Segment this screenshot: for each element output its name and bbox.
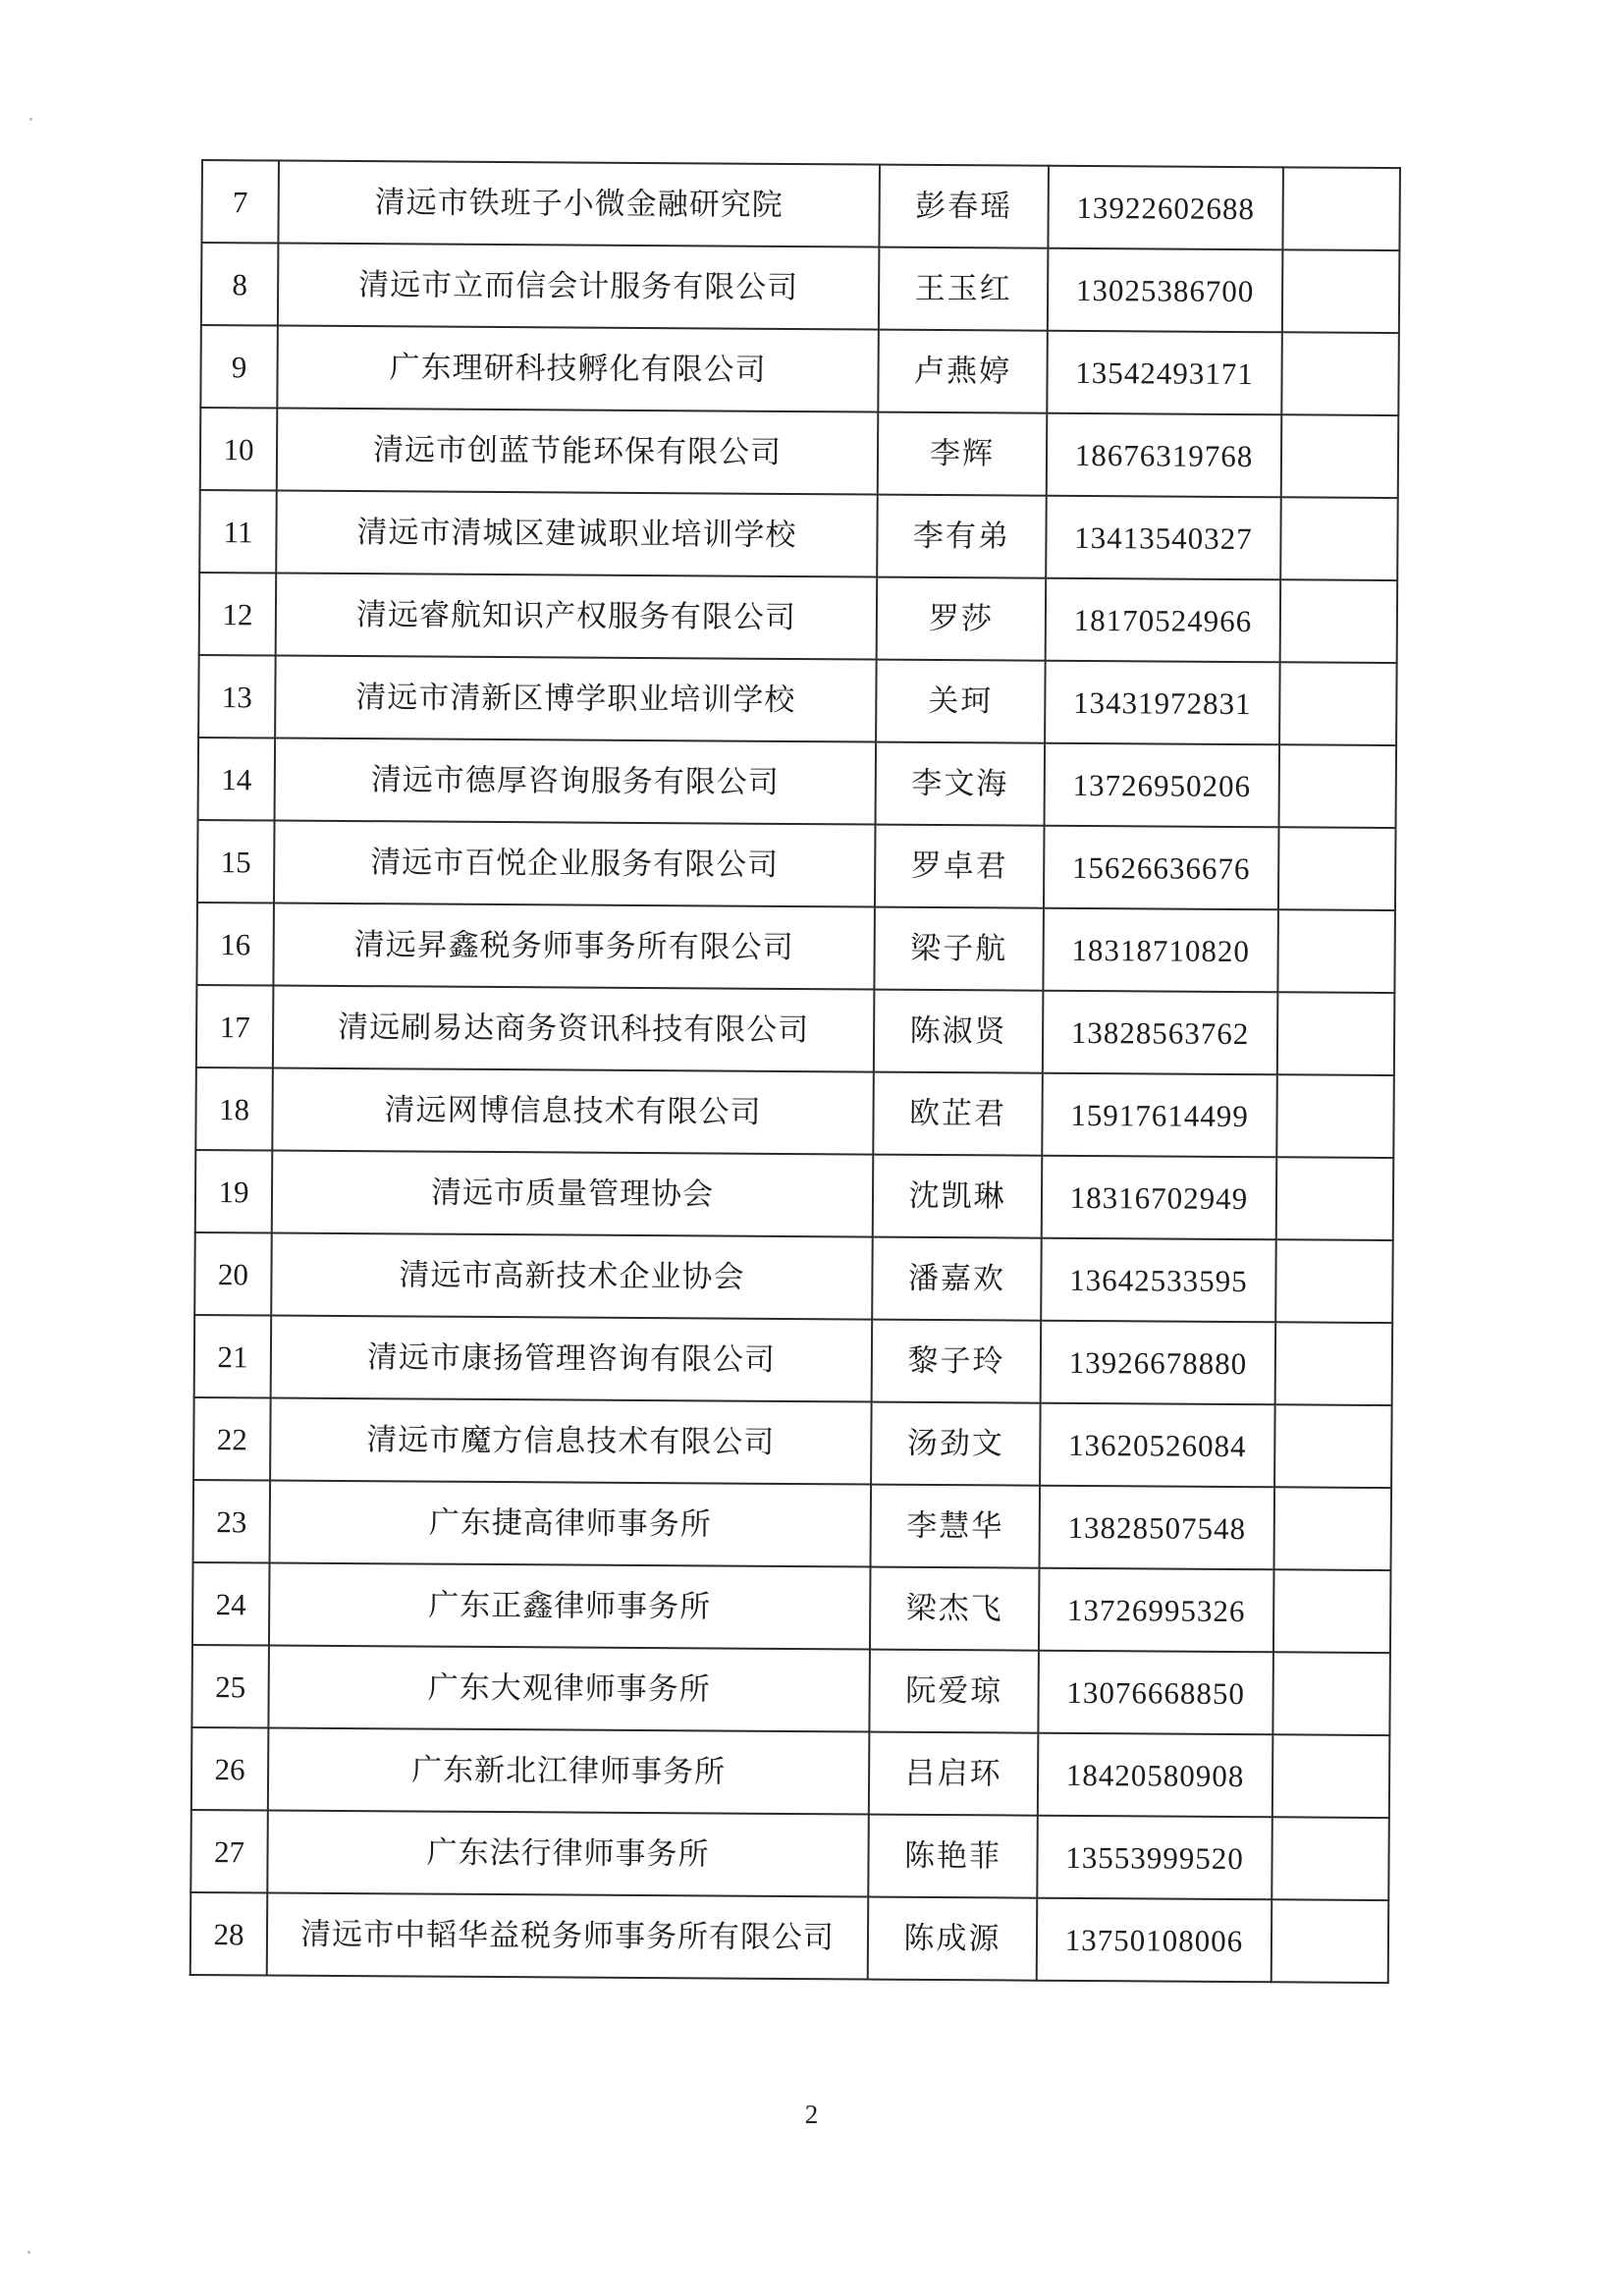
phone-number-cell: 13726950206 [1045, 743, 1280, 828]
remarks-cell [1275, 1322, 1393, 1405]
organization-name-cell: 广东捷高律师事务所 [270, 1480, 872, 1566]
contact-person-cell: 卢燕婷 [878, 330, 1048, 413]
table-row [200, 325, 1399, 415]
remarks-cell [1279, 744, 1397, 828]
organization-name-cell: 广东正鑫律师事务所 [269, 1562, 871, 1649]
roster-table [189, 159, 1401, 1984]
remarks-cell [1276, 1157, 1394, 1240]
phone-number-cell: 18318710820 [1043, 908, 1278, 993]
phone-number-cell: 13620526084 [1040, 1403, 1275, 1488]
remarks-cell [1277, 992, 1395, 1075]
row-number-cell: 26 [191, 1727, 269, 1811]
organization-name-cell: 清远市高新技术企业协会 [271, 1232, 873, 1319]
contact-person-cell: 彭春瑶 [879, 165, 1049, 248]
table-row [197, 820, 1396, 910]
organization-name-cell: 清远睿航知识产权服务有限公司 [276, 574, 878, 660]
remarks-cell [1274, 1404, 1392, 1488]
row-number-cell: 16 [196, 902, 274, 986]
phone-number-cell: 13828507548 [1040, 1486, 1275, 1570]
organization-name-cell: 清远市清新区博学职业培训学校 [275, 656, 877, 742]
row-number-cell: 21 [194, 1315, 272, 1398]
contact-person-cell: 王玉红 [879, 247, 1049, 331]
row-number-cell: 24 [192, 1562, 270, 1646]
remarks-cell [1272, 1652, 1390, 1735]
table-row [201, 243, 1400, 333]
roster-table-container [189, 159, 1389, 1984]
table-row [190, 1810, 1389, 1900]
contact-person-cell: 汤劲文 [871, 1402, 1041, 1486]
row-number-cell: 18 [195, 1067, 273, 1151]
contact-person-cell: 关珂 [876, 660, 1046, 743]
table-row [199, 490, 1398, 580]
phone-number-cell: 13922602688 [1048, 166, 1283, 250]
contact-person-cell: 陈艳菲 [868, 1815, 1038, 1898]
table-row [193, 1397, 1392, 1488]
phone-number-cell: 15626636676 [1044, 826, 1279, 910]
contact-person-cell: 梁子航 [874, 907, 1044, 991]
remarks-cell [1273, 1569, 1391, 1653]
phone-number-cell: 13413540327 [1046, 496, 1281, 580]
row-number-cell: 12 [199, 573, 277, 656]
remarks-cell [1281, 414, 1399, 498]
remarks-cell [1277, 909, 1395, 993]
contact-person-cell: 吕启环 [869, 1732, 1039, 1816]
contact-person-cell: 陈成源 [868, 1897, 1038, 1981]
phone-number-cell: 15917614499 [1042, 1073, 1277, 1158]
contact-person-cell: 罗莎 [877, 577, 1047, 661]
phone-number-cell: 13726995326 [1039, 1568, 1274, 1653]
row-number-cell: 8 [201, 243, 279, 326]
contact-person-cell: 欧芷君 [873, 1072, 1043, 1156]
contact-person-cell: 陈淑贤 [874, 990, 1044, 1073]
phone-number-cell: 18676319768 [1047, 413, 1282, 498]
remarks-cell [1271, 1817, 1389, 1900]
row-number-cell: 9 [200, 325, 278, 409]
table-row [191, 1645, 1390, 1735]
row-number-cell: 11 [199, 490, 277, 574]
contact-person-cell: 李有弟 [877, 495, 1047, 578]
phone-number-cell: 18420580908 [1038, 1733, 1273, 1818]
table-row [199, 573, 1398, 663]
page-number: 2 [804, 2100, 819, 2129]
row-number-cell: 17 [196, 985, 274, 1068]
table-row [198, 655, 1397, 745]
organization-name-cell: 清远市创蓝节能环保有限公司 [277, 409, 879, 495]
remarks-cell [1275, 1239, 1393, 1323]
row-number-cell: 7 [201, 160, 279, 244]
contact-person-cell: 罗卓君 [875, 825, 1045, 908]
phone-number-cell: 13642533595 [1041, 1238, 1276, 1323]
row-number-cell: 25 [191, 1645, 269, 1728]
organization-name-cell: 清远市铁班子小微金融研究院 [278, 161, 880, 247]
organization-name-cell: 清远市清城区建诚职业培训学校 [276, 491, 878, 577]
remarks-cell [1280, 497, 1398, 580]
organization-name-cell: 清远昇鑫税务师事务所有限公司 [273, 903, 875, 990]
remarks-cell [1271, 1899, 1389, 1983]
table-row [192, 1562, 1391, 1653]
table-row [193, 1480, 1392, 1570]
table-row [194, 1232, 1393, 1323]
phone-number-cell: 13553999520 [1037, 1816, 1272, 1900]
row-number-cell: 13 [198, 655, 276, 738]
row-number-cell: 15 [197, 820, 275, 903]
contact-person-cell: 李慧华 [871, 1485, 1041, 1568]
organization-name-cell: 广东法行律师事务所 [267, 1810, 869, 1896]
table-row [201, 160, 1400, 250]
organization-name-cell: 广东理研科技孵化有限公司 [277, 326, 879, 412]
organization-name-cell: 广东大观律师事务所 [268, 1645, 870, 1731]
table-row [194, 1315, 1393, 1405]
remarks-cell [1279, 662, 1397, 745]
row-number-cell: 20 [194, 1232, 272, 1316]
organization-name-cell: 清远刷易达商务资讯科技有限公司 [273, 986, 875, 1072]
table-row [196, 902, 1395, 993]
contact-person-cell: 李文海 [876, 742, 1046, 826]
organization-name-cell: 清远市质量管理协会 [272, 1151, 874, 1237]
remarks-cell [1282, 167, 1400, 250]
row-number-cell: 28 [190, 1892, 268, 1976]
organization-name-cell: 清远市康扬管理咨询有限公司 [271, 1315, 873, 1401]
organization-name-cell: 清远市魔方信息技术有限公司 [270, 1397, 872, 1484]
table-row [191, 1727, 1390, 1818]
organization-name-cell: 清远市立而信会计服务有限公司 [278, 244, 880, 330]
table-row [195, 1067, 1394, 1158]
table-row [195, 1150, 1394, 1240]
roster-table-body [190, 160, 1400, 1983]
phone-number-cell: 13076668850 [1038, 1651, 1273, 1735]
organization-name-cell: 广东新北江律师事务所 [268, 1727, 870, 1814]
remarks-cell [1281, 332, 1399, 415]
phone-number-cell: 13431972831 [1045, 661, 1280, 745]
scan-speck [27, 2251, 30, 2254]
row-number-cell: 23 [193, 1480, 271, 1563]
organization-name-cell: 清远市中韬华益税务师事务所有限公司 [267, 1892, 869, 1979]
row-number-cell: 10 [200, 408, 278, 491]
phone-number-cell: 13926678880 [1041, 1321, 1276, 1405]
phone-number-cell: 18170524966 [1046, 578, 1281, 663]
contact-person-cell: 梁杰飞 [870, 1567, 1040, 1651]
organization-name-cell: 清远市德厚咨询服务有限公司 [275, 738, 877, 825]
contact-person-cell: 黎子玲 [872, 1320, 1042, 1403]
phone-number-cell: 13025386700 [1048, 248, 1283, 333]
organization-name-cell: 清远网博信息技术有限公司 [272, 1068, 874, 1155]
table-row [200, 408, 1399, 498]
organization-name-cell: 清远市百悦企业服务有限公司 [274, 821, 876, 907]
remarks-cell [1276, 1074, 1394, 1158]
table-row [198, 738, 1397, 828]
remarks-cell [1278, 827, 1396, 910]
table-row [196, 985, 1395, 1075]
contact-person-cell: 阮爱琼 [869, 1650, 1039, 1733]
table-row [190, 1892, 1389, 1983]
phone-number-cell: 13542493171 [1047, 331, 1282, 415]
row-number-cell: 22 [193, 1397, 271, 1481]
remarks-cell [1282, 249, 1400, 333]
contact-person-cell: 潘嘉欢 [872, 1237, 1042, 1321]
row-number-cell: 27 [190, 1810, 268, 1893]
row-number-cell: 14 [198, 738, 276, 821]
contact-person-cell: 李辉 [878, 412, 1048, 496]
scan-speck [29, 118, 32, 121]
phone-number-cell: 13828563762 [1043, 991, 1278, 1075]
contact-person-cell: 沈凯琳 [873, 1155, 1043, 1238]
phone-number-cell: 18316702949 [1042, 1156, 1277, 1240]
remarks-cell [1280, 579, 1398, 663]
remarks-cell [1272, 1734, 1390, 1818]
phone-number-cell: 13750108006 [1037, 1898, 1272, 1983]
row-number-cell: 19 [195, 1150, 273, 1233]
remarks-cell [1273, 1487, 1391, 1570]
